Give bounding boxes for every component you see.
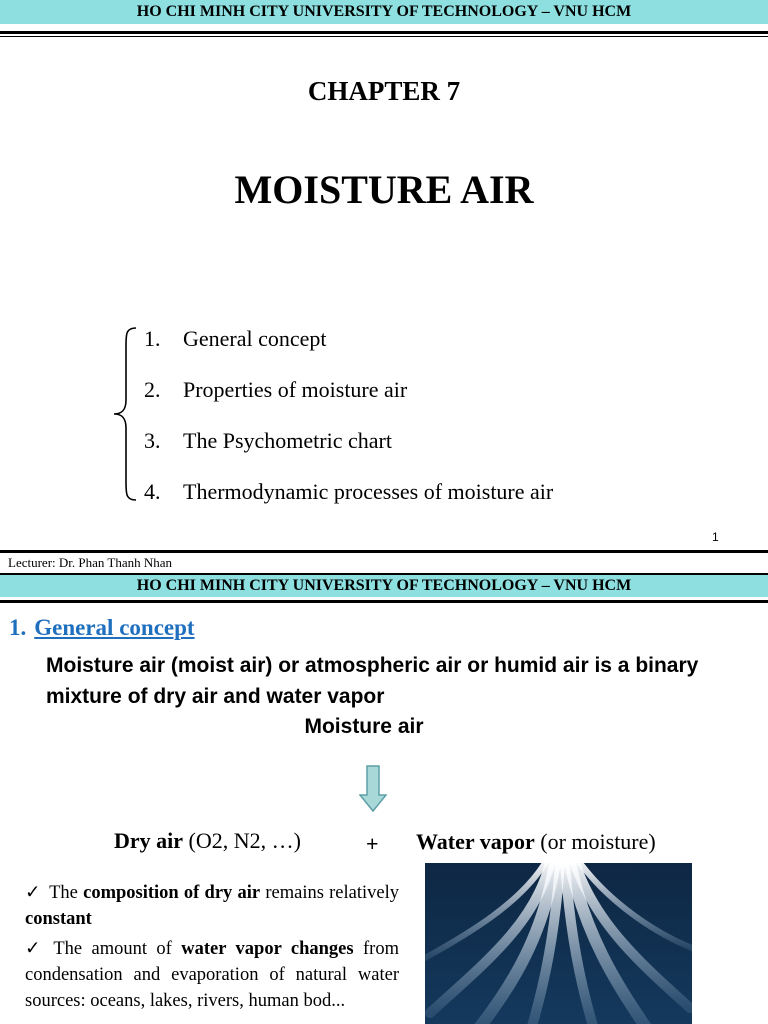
toc-item-number: 4. [144, 479, 161, 504]
toc-item[interactable] [144, 324, 553, 375]
chapter-label: CHAPTER 7 [307, 76, 461, 106]
page-title: MOISTURE AIR [234, 167, 534, 212]
water-vapor-bold: Water vapor [416, 829, 535, 854]
plus-sign: + [366, 831, 379, 856]
dry-air-bold: Dry air [114, 828, 184, 853]
toc-item-label: General concept [183, 326, 327, 351]
check-icon: ✓ [25, 939, 46, 959]
bullet-list [25, 880, 399, 1018]
slide-footer [0, 550, 768, 575]
toc-item[interactable] [144, 426, 553, 477]
section-title-link[interactable]: General concept [34, 615, 195, 640]
toc-item[interactable] [144, 477, 553, 528]
bullet-item: ✓ The amount of water vapor changes from condensation and evaporation of natural water sources: oceans, lakes, rivers, human bod... [25, 939, 399, 1011]
dry-air-label [114, 828, 301, 854]
intro-text: Moisture air (moist air) or atmospheric air or humid air is a binary mixture of dry air and water vapor [46, 654, 699, 708]
section-number: 1. [9, 615, 27, 640]
toc-item-label: The Psychometric chart [183, 428, 392, 453]
toc-item-number: 1. [144, 326, 161, 351]
toc-item-number: 2. [144, 377, 161, 402]
lecturer-name: Lecturer: Dr. Phan Thanh Nhan [8, 555, 173, 570]
header-rule [0, 600, 768, 603]
toc-item-label: Properties of moisture air [183, 377, 408, 402]
toc-item[interactable] [144, 375, 553, 426]
table-of-contents [144, 324, 553, 528]
toc-item-label: Thermodynamic processes of moisture air [183, 479, 554, 504]
water-vapor-image [425, 863, 692, 1024]
university-header: HO CHI MINH CITY UNIVERSITY OF TECHNOLOGY – VNU HCM [0, 0, 768, 24]
water-vapor-label [416, 829, 656, 855]
page-number: 1 [712, 530, 719, 544]
toc-item-number: 3. [144, 428, 161, 453]
university-header: HO CHI MINH CITY UNIVERSITY OF TECHNOLOGY – VNU HCM [0, 575, 768, 597]
slide-2 [0, 575, 768, 1024]
check-icon: ✓ [25, 883, 42, 903]
bullet-item: ✓ The composition of dry air remains relatively constant [25, 883, 400, 929]
water-vapor-detail: (or moisture) [534, 829, 656, 854]
arrow-down-icon [359, 765, 387, 813]
header-rule-thin [0, 36, 768, 37]
curly-brace-icon [112, 326, 138, 502]
moisture-air-label: Moisture air [304, 715, 424, 738]
section-heading [9, 615, 195, 641]
header-rule [0, 31, 768, 34]
dry-air-detail: (O2, N2, …) [183, 828, 301, 853]
